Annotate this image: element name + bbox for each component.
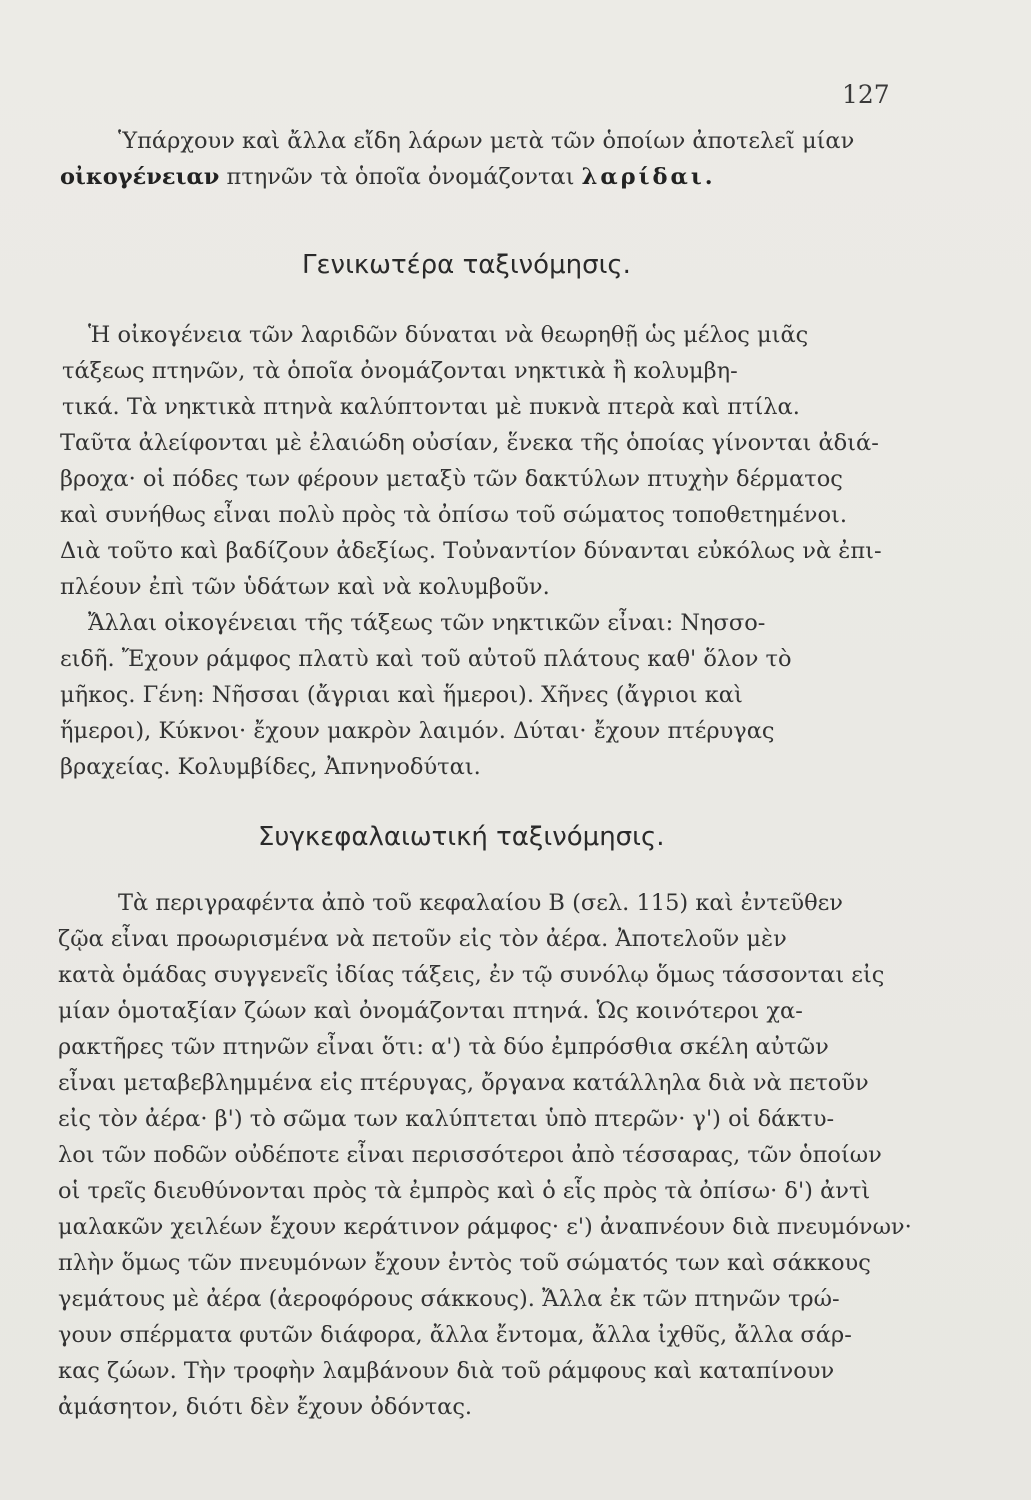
text-line: εἰς τὸν ἀέρα· β') τὸ σῶμα των καλύπτεται ὑπὸ πτερῶν· γ') οἱ δάκτυ-: [58, 1106, 835, 1132]
text-line: γουν σπέρματα φυτῶν διάφορα, ἄλλα ἔντομα, ἄλλα ἰχθῦς, ἄλλα σάρ-: [58, 1322, 852, 1348]
text-line: ἥμεροι), Κύκνοι· ἔχουν μακρὸν λαιμόν. Δύται· ἔχουν πτέρυγας: [60, 718, 775, 744]
text-line: ρακτῆρες τῶν πτηνῶν εἶναι ὅτι: α') τὰ δύο ἐμπρόσθια σκέλη αὐτῶν: [58, 1034, 829, 1060]
text-line: καὶ συνήθως εἶναι πολὺ πρὸς τὰ ὀπίσω τοῦ σώματος τοποθετημένοι.: [60, 502, 847, 528]
text-line: ζῷα εἶναι προωρισμένα νὰ πετοῦν εἰς τὸν ἀέρα. Ἀποτελοῦν μὲν: [58, 926, 787, 952]
text-line: [60, 162, 716, 192]
family-name: λαρίδαι.: [581, 164, 716, 190]
text-line: μῆκος. Γένη: Νῆσσαι (ἄγριαι καὶ ἥμεροι). Χῆνες (ἄγριοι καὶ: [60, 682, 743, 708]
text-line: πλέουν ἐπὶ τῶν ὑδάτων καὶ νὰ κολυμβοῦν.: [60, 574, 550, 600]
text-line: γεμάτους μὲ ἀέρα (ἀεροφόρους σάκκους). Ἄλλα ἐκ τῶν πτηνῶν τρώ-: [58, 1286, 840, 1312]
text-line: εἶναι μεταβεβλημμένα εἰς πτέρυγας, ὄργανα κατάλληλα διὰ νὰ πετοῦν: [58, 1070, 869, 1096]
text-line: Ἄλλαι οἰκογένειαι τῆς τάξεως τῶν νηκτικῶν εἶναι: Νησσο-: [88, 610, 766, 636]
text-line: οἱ τρεῖς διευθύνονται πρὸς τὰ ἐμπρὸς καὶ ὁ εἷς πρὸς τὰ ὀπίσω· δ') ἀντὶ: [58, 1178, 871, 1204]
key-term: οἰκογένειαν: [60, 164, 220, 190]
text-line: Τὰ περιγραφέντα ἀπὸ τοῦ κεφαλαίου Β (σελ. 115) καὶ ἐντεῦθεν: [118, 890, 843, 916]
text-line: λοι τῶν ποδῶν οὐδέποτε εἶναι περισσότεροι ἀπὸ τέσσαρας, τῶν ὁποίων: [58, 1142, 882, 1168]
text-line: ειδῆ. Ἔχουν ράμφος πλατὺ καὶ τοῦ αὐτοῦ πλάτους καθ' ὅλον τὸ: [60, 646, 792, 672]
text-line: ἀμάσητον, διότι δὲν ἔχουν ὀδόντας.: [58, 1394, 473, 1420]
text-line: μαλακῶν χειλέων ἔχουν κεράτινον ράμφος· ε') ἀναπνέουν διὰ πνευμόνων·: [58, 1214, 912, 1240]
section-heading-summary: Συγκεφαλαιωτική ταξινόμησις.: [258, 822, 665, 852]
text-line: τάξεως πτηνῶν, τὰ ὁποῖα ὀνομάζονται νηκτικὰ ἢ κολυμβη-: [62, 358, 738, 384]
page-number: 127: [842, 80, 890, 109]
text-line: Διὰ τοῦτο καὶ βαδίζουν ἀδεξίως. Τοὐναντίον δύνανται εὐκόλως νὰ ἐπι-: [60, 538, 882, 564]
text-line: πλὴν ὅμως τῶν πνευμόνων ἔχουν ἐντὸς τοῦ σώματός των καὶ σάκκους: [58, 1250, 871, 1276]
text-line: μίαν ὁμοταξίαν ζώων καὶ ὀνομάζονται πτηνά. Ὡς κοινότεροι χα-: [58, 998, 803, 1024]
text-line: κατὰ ὁμάδας συγγενεῖς ἰδίας τάξεις, ἐν τῷ συνόλῳ ὅμως τάσσονται εἰς: [58, 962, 885, 988]
text-line: Ὑπάρχουν καὶ ἄλλα εἴδη λάρων μετὰ τῶν ὁποίων ἀποτελεῖ μίαν: [118, 128, 855, 154]
section-heading-general: Γενικωτέρα ταξινόμησις.: [302, 250, 631, 280]
text-line: βραχείας. Κολυμβίδες, Ἀπνηνοδύται.: [60, 754, 481, 780]
text-line: Ταῦτα ἀλείφονται μὲ ἐλαιώδη οὐσίαν, ἕνεκα τῆς ὁποίας γίνονται ἀδιά-: [60, 430, 879, 456]
text-line: Ἡ οἰκογένεια τῶν λαριδῶν δύναται νὰ θεωρηθῇ ὡς μέλος μιᾶς: [88, 322, 809, 348]
line-text: πτηνῶν τὰ ὁποῖα ὀνομάζονται: [219, 164, 582, 190]
text-line: κας ζώων. Τὴν τροφὴν λαμβάνουν διὰ τοῦ ράμφους καὶ καταπίνουν: [58, 1358, 835, 1384]
text-line: τικά. Τὰ νηκτικὰ πτηνὰ καλύπτονται μὲ πυκνὰ πτερὰ καὶ πτίλα.: [62, 394, 800, 420]
text-line: βροχα· οἱ πόδες των φέρουν μεταξὺ τῶν δακτύλων πτυχὴν δέρματος: [60, 466, 843, 492]
